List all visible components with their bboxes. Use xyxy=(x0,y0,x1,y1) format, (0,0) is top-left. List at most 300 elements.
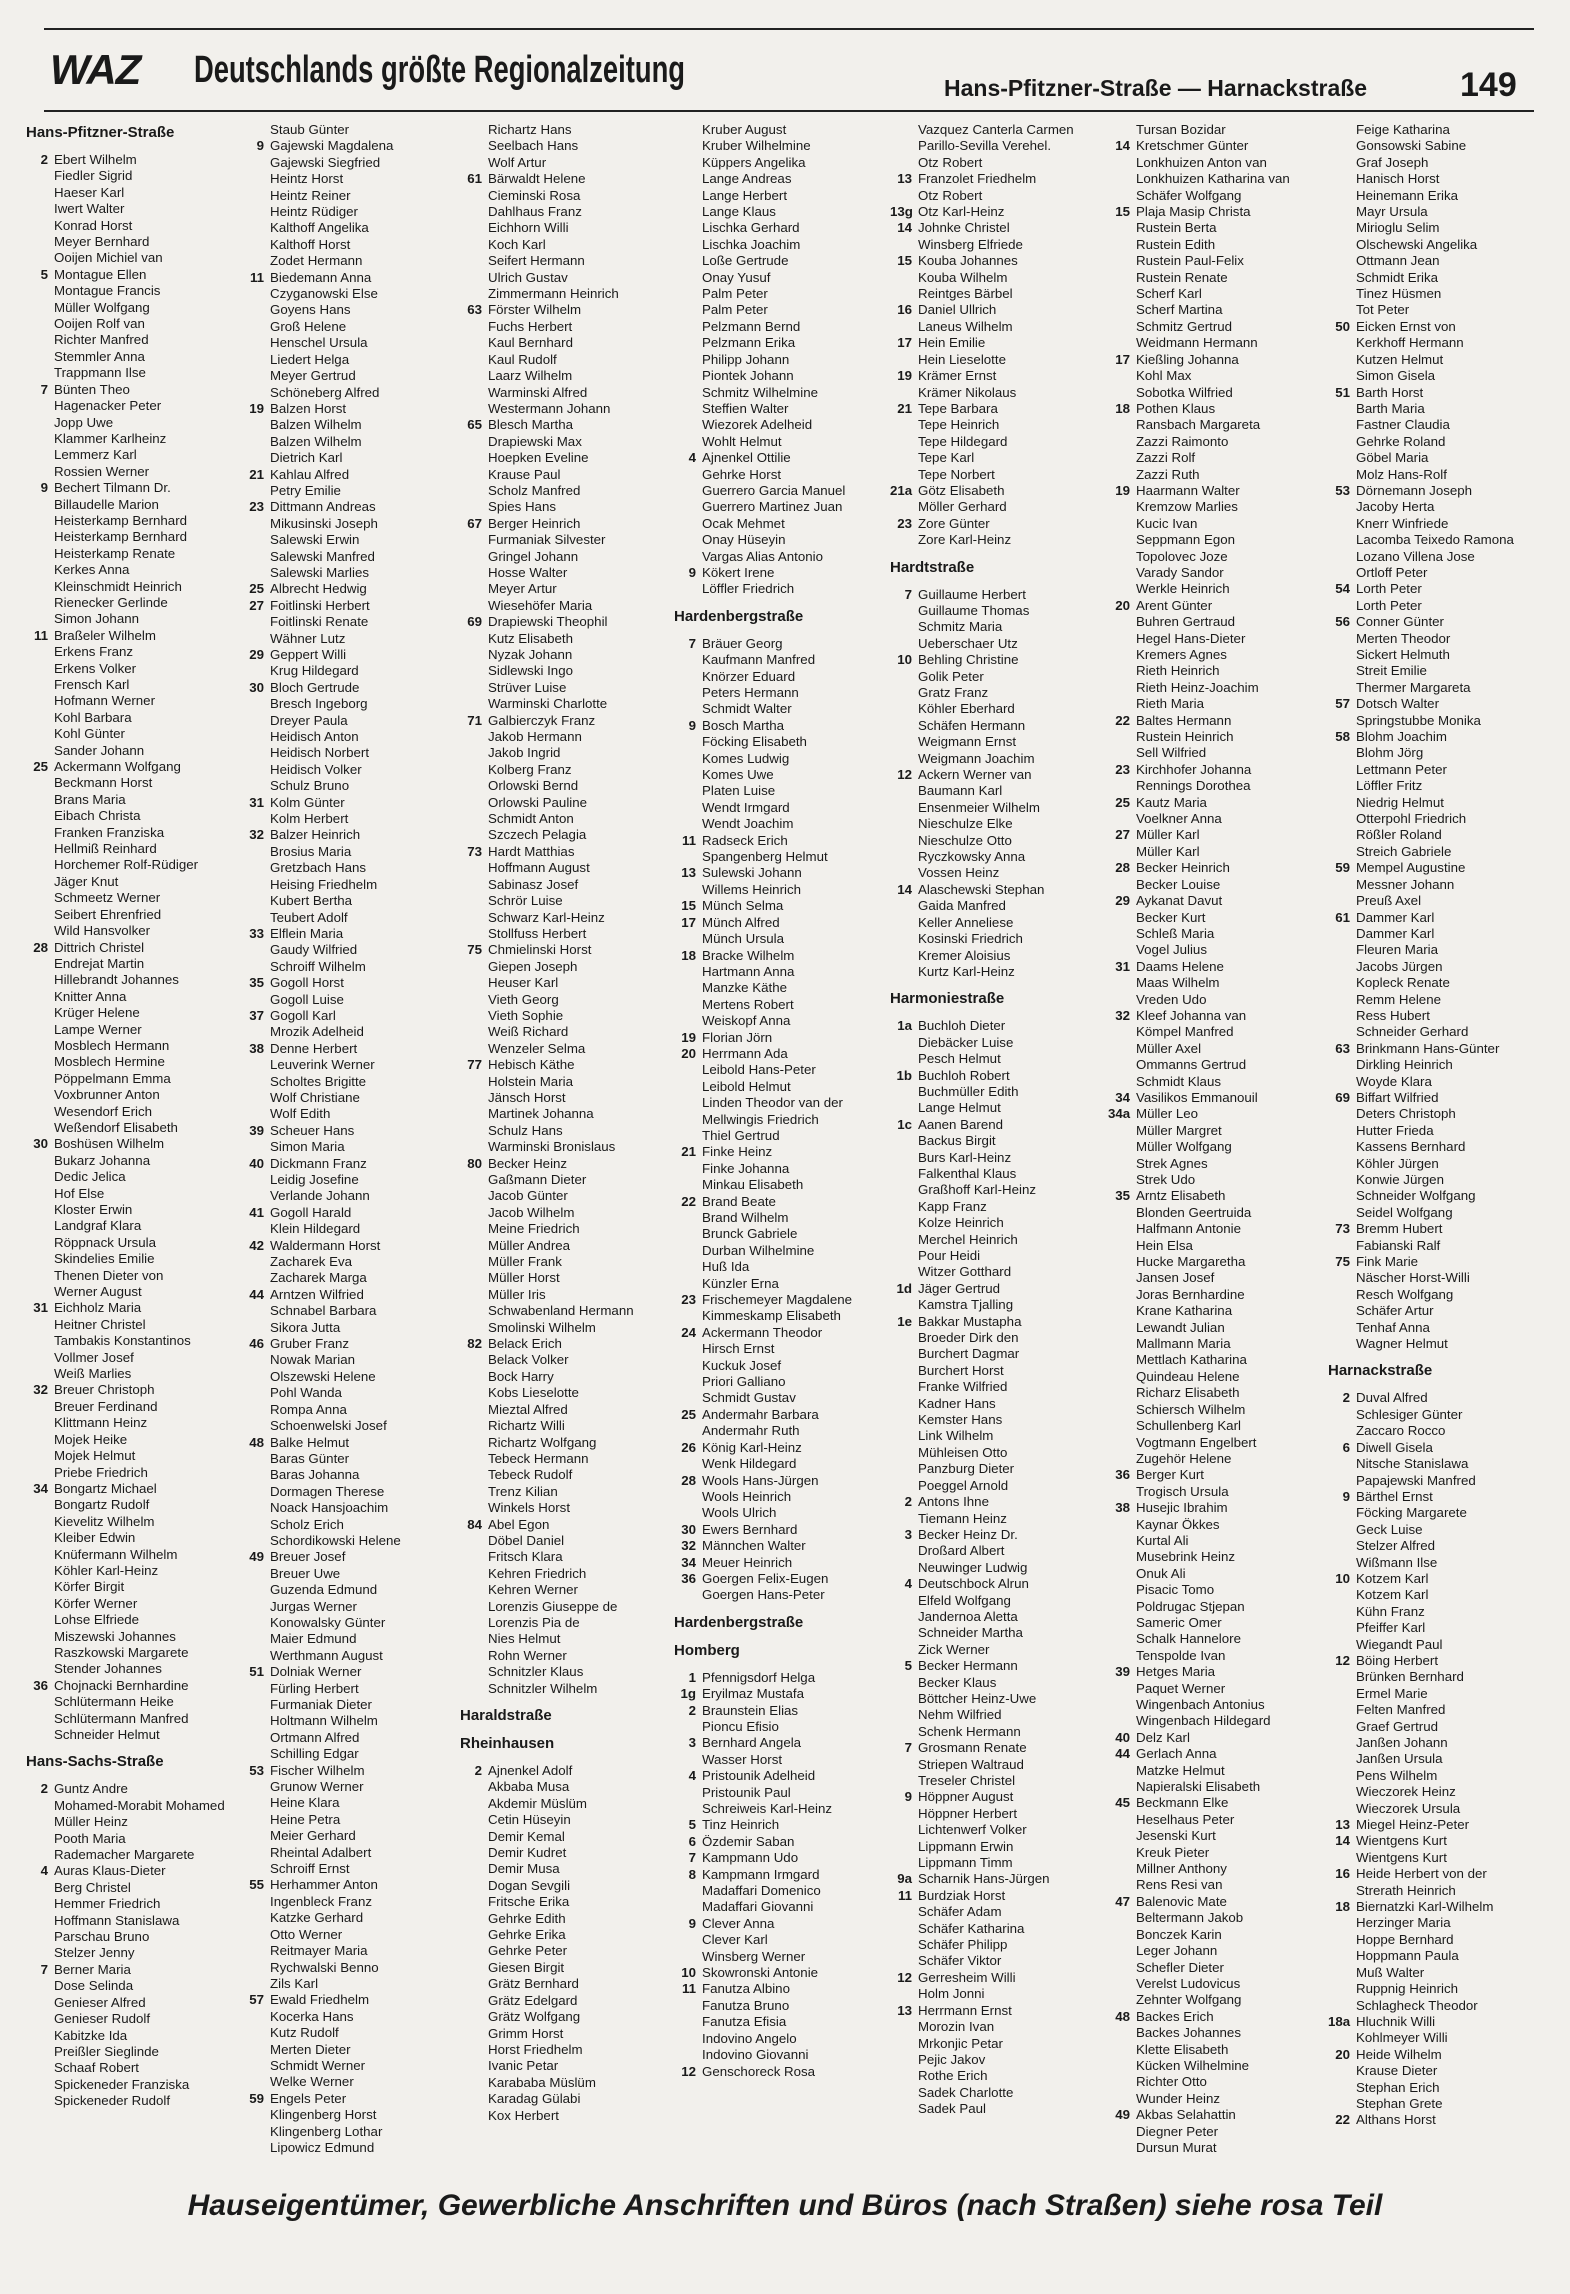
resident-entry xyxy=(460,1057,670,1073)
resident-name: Buhren Gertraud xyxy=(1136,614,1236,630)
house-number xyxy=(1328,204,1356,220)
resident-entry xyxy=(26,989,236,1005)
resident-entry xyxy=(674,652,884,668)
resident-entry xyxy=(1108,270,1318,286)
resident-entry xyxy=(674,1276,884,1292)
house-number xyxy=(890,188,918,204)
house-number: 17 xyxy=(681,914,696,930)
resident-entry xyxy=(674,188,884,204)
house-number xyxy=(242,745,270,761)
resident-name: Scholz Manfred xyxy=(488,482,581,498)
house-number xyxy=(1328,1139,1356,1155)
resident-entry xyxy=(26,250,236,266)
resident-name: Heisterkamp Bernhard xyxy=(54,512,188,528)
resident-name: Konrad Horst xyxy=(54,217,133,233)
house-number xyxy=(460,138,488,154)
resident-name: Zacharek Eva xyxy=(270,1254,353,1270)
resident-entry xyxy=(1108,417,1318,433)
house-number xyxy=(242,762,270,778)
resident-entry xyxy=(1328,1320,1538,1336)
resident-entry xyxy=(674,1949,884,1965)
resident-entry xyxy=(242,680,452,696)
resident-entry xyxy=(1328,319,1538,335)
column-3 xyxy=(460,122,670,2124)
resident-entry xyxy=(890,1773,1100,1789)
resident-name: Rohn Werner xyxy=(488,1647,567,1663)
house-number xyxy=(242,696,270,712)
resident-name: Männchen Walter xyxy=(702,1538,806,1554)
house-number xyxy=(1108,1566,1136,1582)
resident-entry xyxy=(890,1560,1100,1576)
house-number xyxy=(1108,1156,1136,1172)
house-number xyxy=(26,1071,54,1087)
house-number xyxy=(460,1549,488,1565)
house-number xyxy=(26,201,54,217)
house-number: 29 xyxy=(1115,893,1130,909)
resident-name: Kehren Werner xyxy=(488,1582,578,1598)
house-number xyxy=(26,283,54,299)
resident-entry xyxy=(460,171,670,187)
resident-name: Weigmann Ernst xyxy=(918,734,1017,750)
house-number xyxy=(674,1128,702,1144)
resident-name: Voelkner Anna xyxy=(1136,811,1222,827)
resident-name: Kucic Ivan xyxy=(1136,515,1198,531)
house-number: 11 xyxy=(897,1887,912,1903)
resident-name: Münch Alfred xyxy=(702,914,780,930)
house-number xyxy=(242,1106,270,1122)
resident-name: Brand Beate xyxy=(702,1193,776,1209)
resident-entry xyxy=(1108,1418,1318,1434)
resident-entry xyxy=(242,663,452,679)
resident-name: Johnke Christel xyxy=(918,220,1010,236)
resident-name: Höppner Herbert xyxy=(918,1805,1018,1821)
house-number xyxy=(1328,155,1356,171)
resident-name: Gogoll Harald xyxy=(270,1204,352,1220)
house-number xyxy=(890,783,918,799)
resident-name: Graf Joseph xyxy=(1356,154,1429,170)
resident-name: Delz Karl xyxy=(1136,1729,1190,1745)
resident-entry xyxy=(1328,270,1538,286)
resident-entry xyxy=(1108,877,1318,893)
house-number xyxy=(674,882,702,898)
resident-entry xyxy=(460,877,670,893)
resident-entry xyxy=(460,155,670,171)
resident-name: Lange Herbert xyxy=(702,187,788,203)
resident-entry xyxy=(460,237,670,253)
house-number xyxy=(1328,1932,1356,1948)
resident-entry xyxy=(26,972,236,988)
resident-name: Backes Johannes xyxy=(1136,2025,1241,2041)
house-number xyxy=(890,319,918,335)
resident-entry xyxy=(1328,729,1538,745)
resident-entry xyxy=(242,171,452,187)
resident-entry xyxy=(460,1517,670,1533)
house-number xyxy=(460,2026,488,2042)
house-number xyxy=(26,1317,54,1333)
house-number: 37 xyxy=(249,1007,264,1023)
resident-entry xyxy=(1108,483,1318,499)
resident-entry xyxy=(1108,1697,1318,1713)
resident-name: Maas Wilhelm xyxy=(1136,975,1220,991)
house-number xyxy=(1328,417,1356,433)
house-number: 27 xyxy=(1115,827,1130,843)
resident-entry xyxy=(1108,2107,1318,2123)
resident-name: Pohl Wanda xyxy=(270,1385,342,1401)
resident-name: Simon Johann xyxy=(54,611,140,627)
resident-entry xyxy=(1328,204,1538,220)
resident-entry xyxy=(674,1112,884,1128)
house-number xyxy=(1328,1407,1356,1423)
resident-entry xyxy=(1108,614,1318,630)
resident-entry xyxy=(890,1593,1100,1609)
house-number: 22 xyxy=(681,1193,696,1209)
house-number: 38 xyxy=(1115,1500,1130,1516)
street-heading: Haraldstraße xyxy=(460,1707,552,1724)
resident-name: Konowalsky Günter xyxy=(270,1614,386,1630)
resident-name: Brosius Maria xyxy=(270,843,352,859)
resident-entry xyxy=(1328,1768,1538,1784)
house-number xyxy=(242,2009,270,2025)
resident-name: Ajnenkel Adolf xyxy=(488,1763,573,1778)
house-number xyxy=(1328,959,1356,975)
resident-name: Winsberg Elfriede xyxy=(918,236,1023,252)
resident-entry xyxy=(1108,2025,1318,2041)
house-number xyxy=(1328,745,1356,761)
resident-entry xyxy=(460,516,670,532)
resident-entry xyxy=(674,385,884,401)
house-number xyxy=(26,1153,54,1169)
house-number xyxy=(674,1079,702,1095)
resident-name: Schroiff Ernst xyxy=(270,1861,350,1877)
resident-name: Montague Ellen xyxy=(54,266,147,282)
resident-entry xyxy=(460,1435,670,1451)
resident-entry xyxy=(26,1896,236,1912)
resident-name: Karababa Müslüm xyxy=(488,2074,596,2090)
resident-entry xyxy=(26,168,236,184)
resident-entry xyxy=(460,188,670,204)
resident-name: Guillaume Thomas xyxy=(918,602,1030,618)
house-number xyxy=(242,1582,270,1598)
resident-name: Mojek Helmut xyxy=(54,1448,136,1464)
house-number: 34 xyxy=(681,1554,696,1570)
resident-entry xyxy=(890,685,1100,701)
resident-name: Schlagheck Theodor xyxy=(1356,1997,1478,2013)
resident-name: Vogtmann Engelbert xyxy=(1136,1434,1257,1450)
resident-entry xyxy=(1108,745,1318,761)
resident-name: Berger Heinrich xyxy=(488,515,581,531)
resident-name: Leidig Josefine xyxy=(270,1172,359,1187)
house-number xyxy=(674,1226,702,1242)
resident-name: Buchloh Dieter xyxy=(918,1018,1006,1034)
resident-entry xyxy=(890,1855,1100,1871)
resident-entry xyxy=(242,729,452,745)
house-number xyxy=(460,483,488,499)
resident-name: Radseck Erich xyxy=(702,832,788,848)
resident-name: Nies Helmut xyxy=(488,1631,561,1647)
house-number xyxy=(26,1432,54,1448)
house-number xyxy=(1328,992,1356,1008)
resident-name: Schlütermann Heike xyxy=(54,1694,174,1710)
resident-name: Bünten Theo xyxy=(54,381,130,397)
resident-entry xyxy=(890,122,1100,138)
house-number: 1 xyxy=(688,1669,696,1685)
resident-entry xyxy=(460,549,670,565)
house-number xyxy=(674,549,702,565)
resident-entry xyxy=(674,685,884,701)
house-number: 49 xyxy=(249,1549,264,1565)
house-number xyxy=(242,1418,270,1434)
resident-entry xyxy=(242,2091,452,2107)
resident-entry xyxy=(890,532,1100,548)
resident-entry xyxy=(1108,910,1318,926)
house-number xyxy=(242,1500,270,1516)
house-number: 65 xyxy=(467,417,482,433)
resident-name: Lorth Peter xyxy=(1356,597,1422,613)
resident-name: Resch Wolfgang xyxy=(1356,1286,1454,1302)
resident-name: Kaufmann Manfred xyxy=(702,652,816,668)
house-number xyxy=(26,808,54,824)
resident-entry xyxy=(890,652,1100,668)
resident-name: Chojnacki Bernhardine xyxy=(54,1677,189,1693)
resident-entry xyxy=(26,1863,236,1879)
house-number xyxy=(674,1489,702,1505)
resident-entry xyxy=(242,1106,452,1122)
house-number: 77 xyxy=(467,1057,482,1073)
house-number xyxy=(242,1057,270,1073)
resident-name: Pesch Helmut xyxy=(918,1051,1001,1067)
house-number xyxy=(1108,614,1136,630)
resident-name: Beckmann Horst xyxy=(54,775,153,791)
resident-entry xyxy=(1328,1948,1538,1964)
house-number xyxy=(890,1248,918,1264)
resident-entry xyxy=(26,825,236,841)
house-number xyxy=(890,1822,918,1838)
resident-name: Kleinschmidt Heinrich xyxy=(54,578,182,594)
house-number xyxy=(1108,1582,1136,1598)
house-number xyxy=(1108,171,1136,187)
house-number: 29 xyxy=(249,647,264,662)
resident-name: Schenk Hermann xyxy=(918,1723,1021,1739)
house-number: 32 xyxy=(1115,1007,1130,1023)
resident-entry xyxy=(890,619,1100,635)
resident-entry xyxy=(26,349,236,365)
resident-entry xyxy=(674,204,884,220)
resident-entry xyxy=(26,1978,236,1994)
house-number xyxy=(890,1953,918,1969)
resident-entry xyxy=(1328,2014,1538,2030)
house-number: 53 xyxy=(1335,482,1350,498)
house-number xyxy=(26,677,54,693)
resident-entry xyxy=(890,783,1100,799)
resident-name: Gehrke Horst xyxy=(702,466,782,482)
house-number xyxy=(26,1284,54,1300)
resident-name: Sikora Jutta xyxy=(270,1319,341,1335)
resident-name: Möller Gerhard xyxy=(918,499,1007,515)
resident-name: Smolinski Wilhelm xyxy=(488,1319,596,1335)
house-number xyxy=(890,499,918,515)
resident-name: Vieth Sophie xyxy=(488,1007,564,1023)
house-number xyxy=(460,1287,488,1303)
resident-entry xyxy=(1328,1156,1538,1172)
resident-entry xyxy=(890,865,1100,881)
house-number xyxy=(242,1270,270,1286)
house-number xyxy=(674,1998,702,2014)
resident-entry xyxy=(674,1571,884,1587)
resident-name: Lozano Villena Jose xyxy=(1356,548,1475,564)
resident-name: Hagenacker Peter xyxy=(54,398,162,414)
resident-name: Hofmann Werner xyxy=(54,693,155,709)
resident-name: Bock Harry xyxy=(488,1368,554,1384)
resident-entry xyxy=(1328,778,1538,794)
resident-name: Linden Theodor van der xyxy=(702,1095,843,1111)
house-number xyxy=(890,417,918,433)
resident-name: Strek Udo xyxy=(1136,1172,1196,1187)
resident-name: Mayr Ursula xyxy=(1356,204,1428,220)
resident-entry xyxy=(1108,811,1318,827)
resident-entry xyxy=(26,1995,236,2011)
resident-name: Guntz Andre xyxy=(54,1781,128,1797)
house-number xyxy=(1108,631,1136,647)
resident-name: Gehrke Erika xyxy=(488,1927,566,1943)
house-number xyxy=(1108,1648,1136,1664)
resident-name: Tambakis Konstantinos xyxy=(54,1333,191,1349)
house-number xyxy=(890,1396,918,1412)
house-number xyxy=(460,1352,488,1368)
resident-entry xyxy=(674,549,884,565)
resident-entry xyxy=(242,401,452,417)
resident-entry xyxy=(1328,1998,1538,2014)
resident-entry xyxy=(890,302,1100,318)
resident-entry xyxy=(242,1713,452,1729)
house-number xyxy=(242,1024,270,1040)
house-number xyxy=(460,1385,488,1401)
resident-entry xyxy=(1328,2112,1538,2128)
resident-name: Pelzmann Bernd xyxy=(702,318,801,334)
house-number xyxy=(1108,1254,1136,1270)
resident-entry xyxy=(1108,1106,1318,1122)
resident-name: Dotsch Walter xyxy=(1356,696,1440,712)
resident-name: Joras Bernhardine xyxy=(1136,1286,1245,1302)
house-number xyxy=(460,1976,488,1992)
house-number xyxy=(1328,2030,1356,2046)
resident-entry xyxy=(1108,1435,1318,1451)
house-number xyxy=(674,1062,702,1078)
resident-entry xyxy=(460,253,670,269)
resident-name: Schneider Gerhard xyxy=(1356,1024,1469,1040)
house-number xyxy=(1328,1106,1356,1122)
house-number xyxy=(460,220,488,236)
resident-entry xyxy=(460,1238,670,1254)
house-number xyxy=(26,1186,54,1202)
resident-entry xyxy=(890,286,1100,302)
resident-entry xyxy=(674,701,884,717)
resident-entry xyxy=(674,155,884,171)
resident-entry xyxy=(460,663,670,679)
resident-entry xyxy=(460,417,670,433)
resident-name: Nehm Wilfried xyxy=(918,1707,1002,1723)
resident-name: Feige Katharina xyxy=(1356,122,1450,137)
house-number xyxy=(1328,1423,1356,1439)
resident-entry xyxy=(460,942,670,958)
resident-name: Stollfuss Herbert xyxy=(488,925,587,941)
resident-entry xyxy=(242,1976,452,1992)
street-heading: Rheinhausen xyxy=(460,1735,555,1752)
resident-entry xyxy=(890,915,1100,931)
resident-name: Wools Ulrich xyxy=(702,1505,777,1521)
resident-name: Verlande Johann xyxy=(270,1188,370,1204)
resident-entry xyxy=(674,1161,884,1177)
house-number xyxy=(890,1264,918,1280)
house-number xyxy=(26,1629,54,1645)
resident-name: Rennings Dorothea xyxy=(1136,778,1251,794)
house-number xyxy=(242,1517,270,1533)
resident-entry xyxy=(890,1018,1100,1034)
house-number: 73 xyxy=(1335,1221,1350,1237)
resident-name: Scherf Karl xyxy=(1136,286,1202,302)
resident-entry xyxy=(26,2093,236,2109)
resident-entry xyxy=(1328,1653,1538,1669)
resident-name: Klammer Karlheinz xyxy=(54,430,167,446)
house-number: 9 xyxy=(1342,1488,1350,1504)
resident-name: Seppmann Egon xyxy=(1136,532,1236,548)
house-number xyxy=(242,237,270,253)
house-number: 2 xyxy=(40,1781,48,1797)
house-number xyxy=(26,1514,54,1530)
house-number xyxy=(26,1022,54,1038)
resident-name: Otto Werner xyxy=(270,1926,343,1942)
house-number: 1e xyxy=(897,1313,912,1329)
resident-name: Rheintal Adalbert xyxy=(270,1844,372,1860)
house-number xyxy=(460,532,488,548)
resident-entry xyxy=(890,636,1100,652)
resident-entry xyxy=(674,2047,884,2063)
resident-name: Noack Hansjoachim xyxy=(270,1500,389,1516)
resident-entry xyxy=(460,1336,670,1352)
resident-entry xyxy=(26,300,236,316)
house-number xyxy=(674,1013,702,1029)
resident-name: Becker Heinz xyxy=(488,1155,568,1171)
resident-entry xyxy=(26,1814,236,1830)
house-number xyxy=(674,685,702,701)
resident-entry xyxy=(1108,401,1318,417)
resident-entry xyxy=(26,1317,236,1333)
resident-entry xyxy=(890,467,1100,483)
house-number: 3 xyxy=(688,1735,696,1751)
house-number xyxy=(674,849,702,865)
resident-name: Bongartz Michael xyxy=(54,1480,157,1496)
resident-name: Richarz Elisabeth xyxy=(1136,1385,1240,1401)
resident-name: Gajewski Magdalena xyxy=(270,138,394,154)
house-number: 19 xyxy=(897,368,912,384)
resident-entry xyxy=(242,1435,452,1451)
resident-entry xyxy=(890,1871,1100,1887)
resident-name: Meuer Heinrich xyxy=(702,1554,793,1570)
resident-entry xyxy=(242,1582,452,1598)
resident-name: Wendt Joachim xyxy=(702,816,794,832)
house-number xyxy=(674,352,702,368)
resident-name: Madaffari Giovanni xyxy=(702,1899,814,1915)
resident-entry xyxy=(460,434,670,450)
resident-entry xyxy=(460,811,670,827)
resident-entry xyxy=(1108,237,1318,253)
resident-name: Krause Dieter xyxy=(1356,2063,1438,2079)
house-number xyxy=(890,122,918,138)
resident-name: Knerr Winfriede xyxy=(1356,515,1449,531)
resident-entry xyxy=(1328,877,1538,893)
resident-entry xyxy=(460,1188,670,1204)
resident-name: Fastner Claudia xyxy=(1356,417,1450,433)
resident-entry xyxy=(460,795,670,811)
